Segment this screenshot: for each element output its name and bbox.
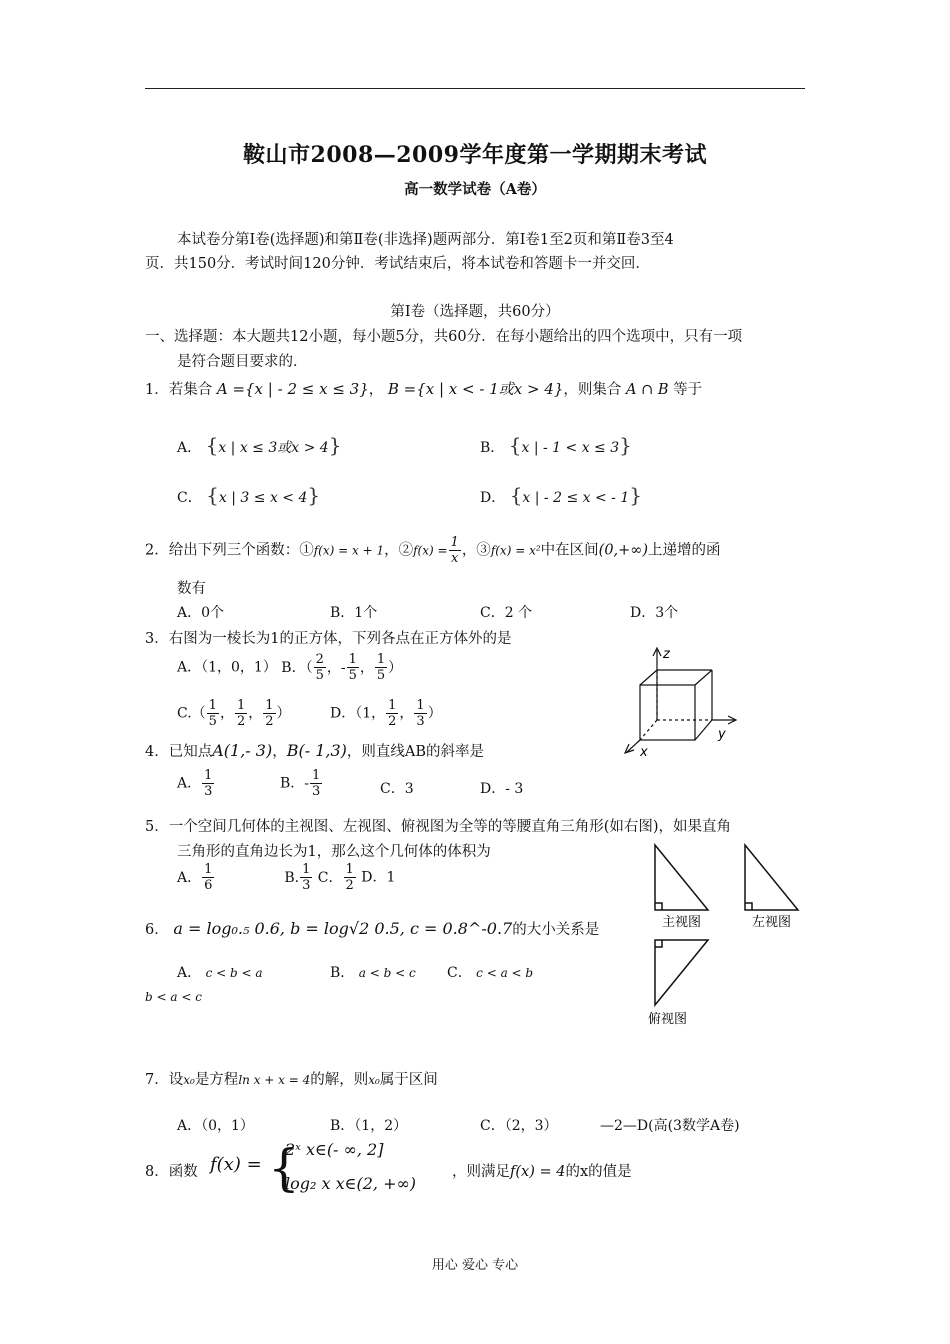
q4-stem: 4．已知点A(1,- 3)，B(- 1,3)，则直线AB的斜率是	[145, 741, 485, 760]
q8-case2: log₂ x x∈(2, +∞)	[285, 1174, 417, 1193]
cube-front-face	[640, 685, 695, 740]
q5-options	[177, 862, 395, 893]
intro-line1: 本试卷分第Ⅰ卷(选择题)和第Ⅱ卷(非选择)题两部分．第Ⅰ卷1至2页和第Ⅱ卷3至4	[177, 232, 674, 248]
q2-option-b[interactable]: B．1个	[330, 605, 378, 621]
q1-option-b[interactable]: B． {x | - 1 < x ≤ 3}	[480, 433, 632, 457]
side-view-triangle	[745, 845, 798, 910]
section-heading: 第Ⅰ卷（选择题，共60分）	[390, 304, 560, 320]
q4-option-b[interactable]: B．- $\frac{1}{3}$	[280, 768, 321, 799]
section-instr2: 是符合题目要求的．	[177, 354, 308, 370]
q5-option-b[interactable]: B. $\frac{1}{3}$	[284, 862, 311, 893]
q4-option-d[interactable]: D．- 3	[480, 781, 524, 797]
q7-option-b[interactable]: B．（1，2）	[330, 1118, 408, 1134]
q5-option-c[interactable]: C． $\frac{1}{2}$	[317, 862, 354, 893]
q8-piecewise-brace: {	[268, 1139, 300, 1197]
top-view-label: 俯视图	[648, 1012, 688, 1027]
q7-option-a[interactable]: A．（0，1）	[177, 1118, 254, 1134]
q7-option-c[interactable]: C．（2，3）	[480, 1118, 558, 1134]
front-view-triangle	[655, 845, 708, 910]
q7-option-d-overlap[interactable]: —2—D(高(3数学A卷)	[600, 1118, 740, 1134]
q8-case1: 2ˣ x∈(- ∞, 2]	[285, 1140, 384, 1159]
q2-stem: 2．给出下列三个函数：①f(x) = x + 1，②f(x) = $\frac{1}{x}$ ，③f(x) = x²中在区间(0,+∞)上递增的函	[145, 535, 721, 566]
axis-z-label: z	[663, 647, 670, 662]
q2-option-a[interactable]: A．0个	[177, 605, 225, 621]
q6-option-c[interactable]: C． c < a < b	[447, 965, 534, 981]
front-view-label: 主视图	[662, 915, 702, 930]
axis-x-label: x	[640, 745, 648, 760]
q7-stem: 7．设x₀是方程ln x + x = 4的解，则x₀属于区间	[145, 1072, 438, 1088]
q3-options-ab	[177, 652, 402, 683]
side-view-label: 左视图	[752, 915, 792, 930]
top-rule	[145, 88, 805, 89]
q6-option-d[interactable]: b < a < c	[145, 990, 202, 1004]
q3-option-c[interactable]: C.（ $\frac{1}{5}$ ， $\frac{1}{2}$ ， $\frac{1}{2}$ ）	[177, 698, 291, 729]
q1-stem: 1．若集合 A ={x | - 2 ≤ x ≤ 3}， B ={x | x < - 1或x > 4}，则集合 A ∩ B 等于	[145, 380, 703, 398]
three-view-figure	[640, 835, 810, 1035]
q4-option-c[interactable]: C．3	[380, 781, 414, 797]
q1-option-c[interactable]: C． {x | 3 ≤ x < 4}	[177, 483, 321, 507]
q8-condition: ，则满足f(x) = 4的x的值是	[452, 1164, 632, 1180]
q2-option-c[interactable]: C．2 个	[480, 605, 533, 621]
q5-option-a[interactable]: A． $\frac{1}{6}$	[177, 862, 213, 893]
q3-stem: 3．右图为一棱长为1的正方体，下列各点在正方体外的是	[145, 631, 512, 647]
exam-title: 鞍山市2008—2009学年度第一学期期末考试	[243, 142, 707, 168]
q8-prefix: 8．函数	[145, 1164, 198, 1180]
q2-stem-line2: 数有	[177, 581, 206, 597]
axis-y-label: y	[718, 727, 726, 742]
q3-option-a[interactable]: A．（1，0，1）	[177, 659, 277, 676]
q4-option-a[interactable]: A． $\frac{1}{3}$	[177, 768, 213, 799]
q8-function-lhs: f(x) =	[210, 1154, 262, 1175]
page-footer: 用心 爱心 专心	[431, 1258, 519, 1273]
q5-stem-line1: 5．一个空间几何体的主视图、左视图、俯视图为全等的等腰直角三角形(如右图)，如果直角	[145, 819, 732, 835]
intro-line2: 页．共150分．考试时间120分钟．考试结束后，将本试卷和答题卡一并交回．	[145, 256, 650, 272]
q3-option-b[interactable]: B．（ $\frac{2}{5}$ ，- $\frac{1}{5}$ ， $\frac{1}{5}$ ）	[281, 652, 403, 683]
top-view-triangle	[655, 940, 708, 1005]
q6-option-b[interactable]: B． a < b < c	[330, 965, 416, 981]
section-instr1: 一、选择题：本大题共12小题，每小题5分，共60分．在每小题给出的四个选项中，只有一项	[145, 329, 743, 345]
cube-figure	[620, 640, 750, 760]
q5-option-d[interactable]: D．1	[361, 869, 396, 886]
q2-option-d[interactable]: D．3个	[630, 605, 679, 621]
q5-stem-line2: 三角形的直角边长为1，那么这个几何体的体积为	[177, 844, 491, 860]
q6-option-a[interactable]: A． c < b < a	[177, 965, 263, 981]
exam-subtitle: 高一数学试卷（A卷）	[404, 181, 546, 198]
q1-option-a[interactable]: A． {x | x ≤ 3或x > 4}	[177, 433, 342, 457]
q6-stem: 6． a = log₀.₅ 0.6, b = log√2 0.5, c = 0.8^-0.7的大小关系是	[145, 919, 600, 938]
q1-option-d[interactable]: D． {x | - 2 ≤ x < - 1}	[480, 483, 643, 507]
q3-option-d[interactable]: D．（1， $\frac{1}{2}$ ， $\frac{1}{3}$ ）	[330, 698, 442, 729]
